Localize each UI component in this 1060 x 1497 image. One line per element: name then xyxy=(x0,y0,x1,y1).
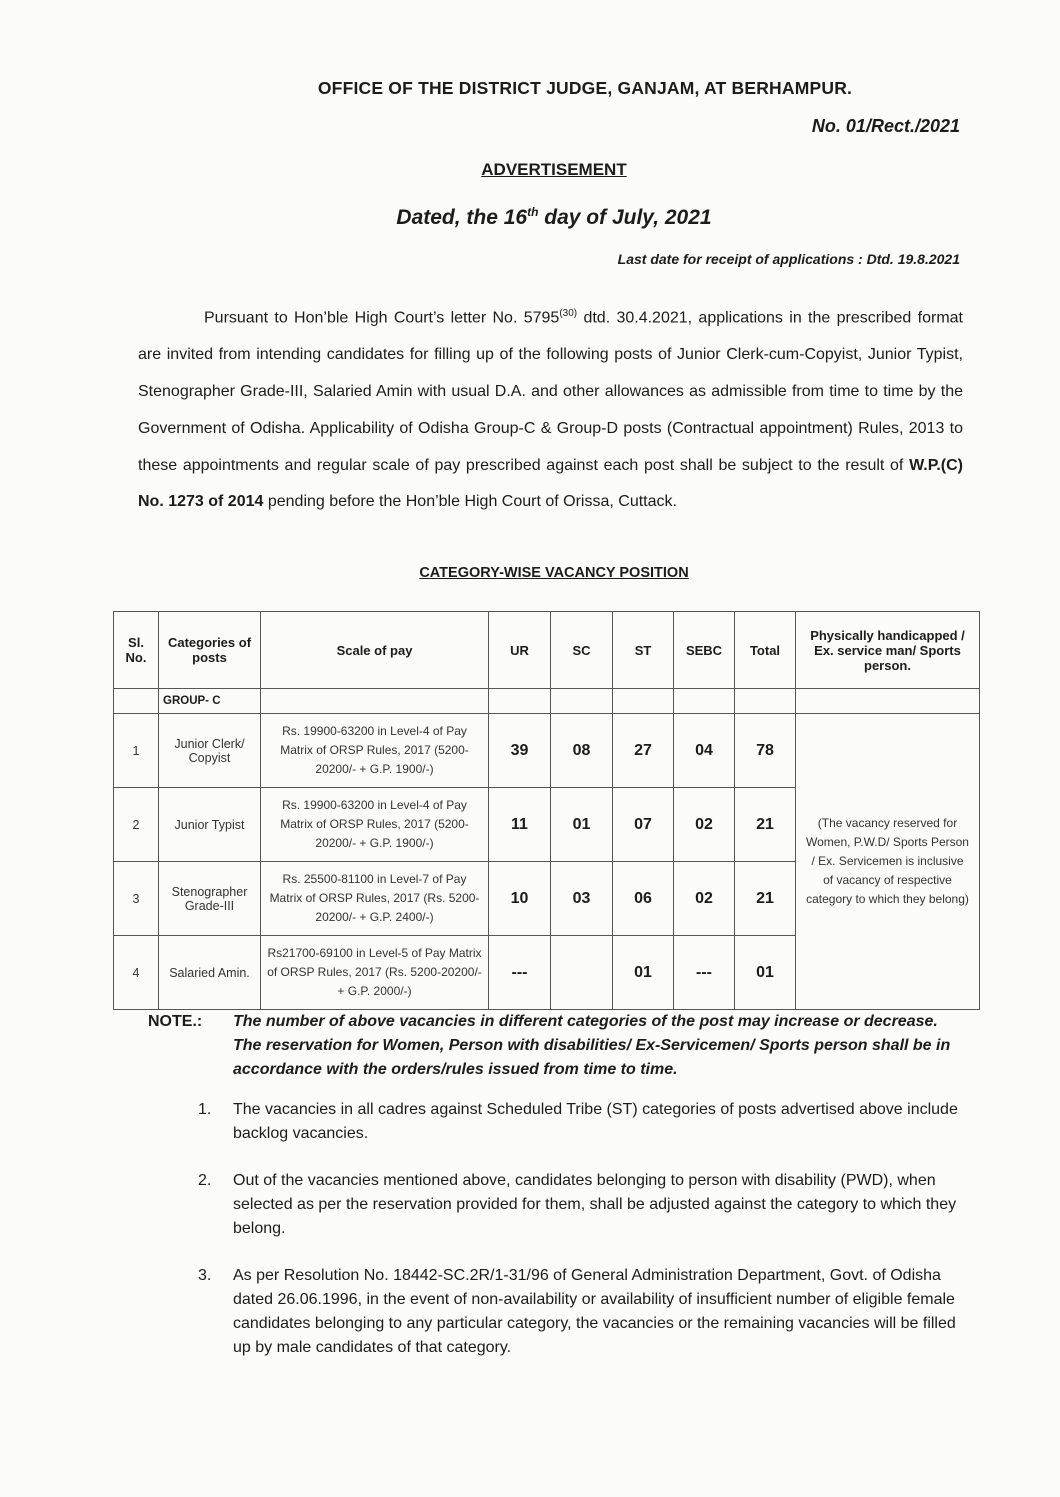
row-scale: Rs21700-69100 in Level-5 of Pay Matrix of ORSP Rules, 2017 (Rs. 5200-20200/- + G.P. 2000/-) xyxy=(261,936,489,1010)
row-sc: 01 xyxy=(551,788,613,862)
dated-prefix: Dated, the 16 xyxy=(396,206,528,229)
header-category: Categories of posts xyxy=(159,612,261,689)
table-header-row xyxy=(114,612,980,689)
row-ur: --- xyxy=(489,936,551,1010)
last-date-line: Last date for receipt of applications : Dtd. 19.8.2021 xyxy=(617,251,960,267)
table-row xyxy=(114,714,980,788)
row-sl: 3 xyxy=(114,862,159,936)
header-st: ST xyxy=(613,612,674,689)
intro-part1: Pursuant to Hon’ble High Court’s letter No. 5795 xyxy=(204,309,560,327)
list-item xyxy=(198,1264,963,1360)
row-ur: 39 xyxy=(489,714,551,788)
header-sebc: SEBC xyxy=(674,612,735,689)
intro-bold: W.P.(C) No. 1273 of 2014 xyxy=(138,456,963,511)
row-ur: 10 xyxy=(489,862,551,936)
note-text: The number of above vacancies in different categories of the post may increase or decrease. The reservation for Women, Person with disabilities/ Ex-Servicemen/ Sports person shall be in accordance with the orders/rules issued from time to time. xyxy=(233,1013,951,1078)
row-post: Stenographer Grade-III xyxy=(159,862,261,936)
row-sc xyxy=(551,936,613,1010)
row-sl: 4 xyxy=(114,936,159,1010)
row-sebc: 02 xyxy=(674,788,735,862)
remark-cell: (The vacancy reserved for Women, P.W.D/ Sports Person / Ex. Servicemen is inclusive of vacancy of respective category to which they belong) xyxy=(796,714,980,1010)
dated-suffix: day of July, 2021 xyxy=(538,206,712,229)
row-sc: 03 xyxy=(551,862,613,936)
row-post: Junior Typist xyxy=(159,788,261,862)
row-scale: Rs. 19900-63200 in Level-4 of Pay Matrix of ORSP Rules, 2017 (5200-20200/- + G.P. 1900/-) xyxy=(261,714,489,788)
reference-number: No. 01/Rect./2021 xyxy=(811,116,960,136)
dated-superscript: th xyxy=(527,205,539,219)
intro-part3: pending before the Hon’ble High Court of Orissa, Cuttack. xyxy=(263,493,677,511)
row-sebc: --- xyxy=(674,936,735,1010)
header-ur: UR xyxy=(489,612,551,689)
row-ur: 11 xyxy=(489,788,551,862)
intro-sup: (30) xyxy=(559,308,578,319)
row-post: Salaried Amin. xyxy=(159,936,261,1010)
point-text: Out of the vacancies mentioned above, candidates belonging to person with disability (PWD), when selected as per the reservation provided for them, shall be adjusted against the category to which they belong. xyxy=(233,1172,957,1237)
header-sc: SC xyxy=(551,612,613,689)
point-text: As per Resolution No. 18442-SC.2R/1-31/96 of General Administration Department, Govt. of Odisha dated 26.06.1996, in the event of non-availability or availability of insufficient number of eligible female candidates belonging to any particular category, the vacancies or the remaining vacancies will be filled up by male candidates of that category. xyxy=(233,1267,956,1356)
row-st: 07 xyxy=(613,788,674,862)
list-item xyxy=(198,1098,963,1146)
row-total: 21 xyxy=(735,788,796,862)
row-sl: 2 xyxy=(114,788,159,862)
row-total: 01 xyxy=(735,936,796,1010)
vacancy-title: CATEGORY-WISE VACANCY POSITION xyxy=(419,565,689,581)
row-st: 01 xyxy=(613,936,674,1010)
group-label: GROUP- C xyxy=(159,689,261,714)
note-points-list xyxy=(198,1098,963,1383)
advertisement-heading: ADVERTISEMENT xyxy=(481,160,627,179)
note-label: NOTE.: xyxy=(148,1013,203,1030)
row-sc: 08 xyxy=(551,714,613,788)
row-sebc: 02 xyxy=(674,862,735,936)
header-ph: Physically handicapped / Ex. service man/ Sports person. xyxy=(796,612,980,689)
dated-line xyxy=(0,205,1060,230)
point-text: The vacancies in all cadres against Scheduled Tribe (ST) categories of posts advertised above include backlog vacancies. xyxy=(233,1101,958,1142)
office-title: OFFICE OF THE DISTRICT JUDGE, GANJAM, AT BERHAMPUR. xyxy=(317,78,853,98)
list-item xyxy=(198,1169,963,1241)
row-st: 06 xyxy=(613,862,674,936)
row-scale: Rs. 19900-63200 in Level-4 of Pay Matrix of ORSP Rules, 2017 (5200-20200/- + G.P. 1900/-) xyxy=(261,788,489,862)
intro-paragraph xyxy=(138,296,963,521)
point-number: 1. xyxy=(198,1101,212,1118)
point-number: 2. xyxy=(198,1172,212,1189)
row-total: 21 xyxy=(735,862,796,936)
row-total: 78 xyxy=(735,714,796,788)
header-total: Total xyxy=(735,612,796,689)
row-sebc: 04 xyxy=(674,714,735,788)
row-post: Junior Clerk/ Copyist xyxy=(159,714,261,788)
intro-part2: dtd. 30.4.2021, applications in the prescribed format are invited from intending candidates for filling up of the following posts of Junior Clerk-cum-Copyist, Junior Typist, Stenographer Grade-III, Salaried Amin with usual D.A. and other allowances as admissible from time to time by the Government of Odisha. Applicability of Odisha Group-C & Group-D posts (Contractual appointment) Rules, 2013 to these appointments and regular scale of pay prescribed against each post shall be subject to the result of xyxy=(138,309,964,474)
header-sl: Sl. No. xyxy=(114,612,159,689)
row-st: 27 xyxy=(613,714,674,788)
point-number: 3. xyxy=(198,1267,212,1284)
row-sl: 1 xyxy=(114,714,159,788)
header-scale: Scale of pay xyxy=(261,612,489,689)
group-row xyxy=(114,689,980,714)
vacancy-table xyxy=(113,611,980,1010)
row-scale: Rs. 25500-81100 in Level-7 of Pay Matrix of ORSP Rules, 2017 (Rs. 5200-20200/- + G.P. 2400/-) xyxy=(261,862,489,936)
